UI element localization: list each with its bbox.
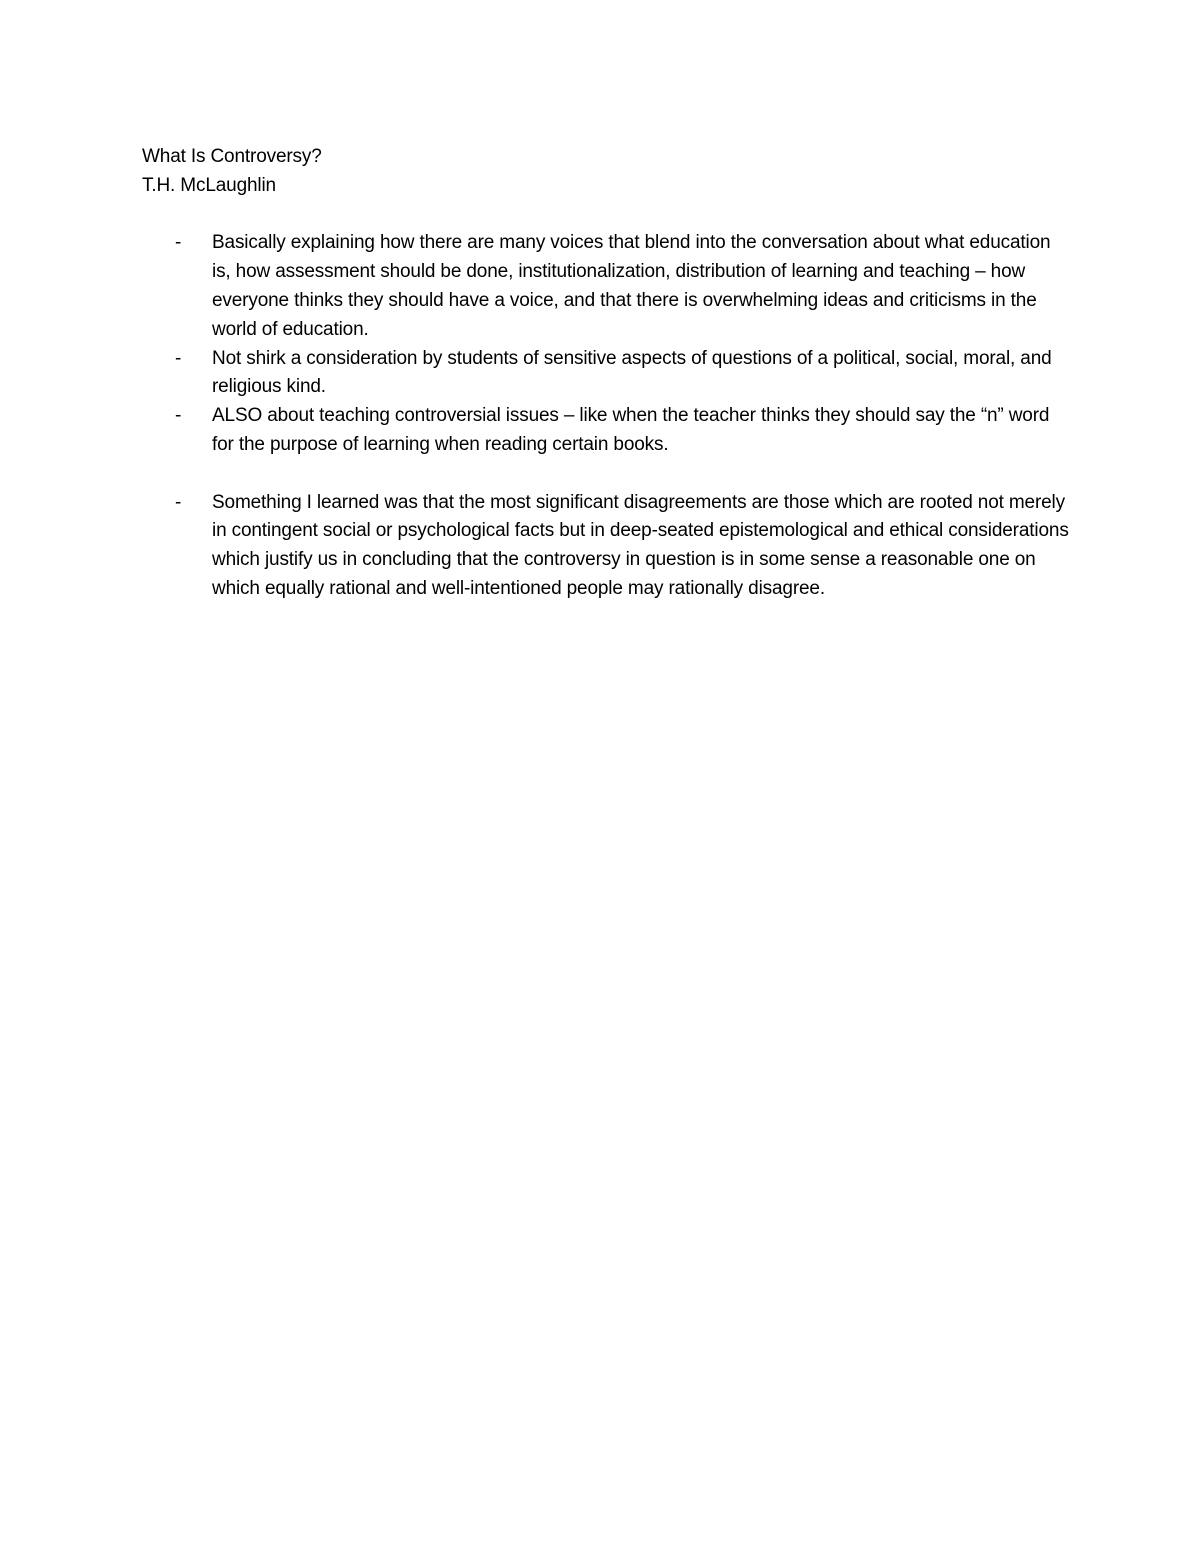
document-title: What Is Controversy? [142, 146, 322, 167]
document-body [142, 143, 1072, 604]
list-item [142, 402, 1072, 460]
notes-list [142, 229, 1072, 603]
list-item [142, 345, 1072, 403]
document-author: T.H. McLaughlin [142, 174, 276, 196]
list-item-text: ALSO about teaching controversial issues – like when the teacher thinks they should say the “n” word for the purpose of learning when reading certain books. [212, 405, 1050, 455]
blank-line [142, 201, 1072, 230]
dash-bullet-icon: - [175, 347, 182, 369]
list-item-text: Basically explaining how there are many voices that blend into the conversation about what education is, how assessment should be done, institutionalization, distribution of learning and teaching – how everyone thinks they should have a voice, and that there is overwhelming ideas and criticisms in the world of education. [212, 232, 1051, 340]
dash-bullet-icon: - [175, 491, 182, 513]
dash-bullet-icon: - [175, 232, 182, 254]
list-item [142, 229, 1072, 344]
list-item [142, 489, 1072, 604]
list-item-text: Not shirk a consideration by students of sensitive aspects of questions of a political, social, moral, and religious kind. [212, 347, 1052, 398]
list-item-text: Something I learned was that the most significant disagreements are those which are rooted not merely in contingent social or psychological facts but in deep-seated epistemological and ethical considerations which justify us in concluding that the controversy in question is in some sense a reasonable one on which equally rational and well-intentioned people may rationally disagree. [212, 491, 1069, 599]
dash-bullet-icon: - [175, 405, 182, 427]
